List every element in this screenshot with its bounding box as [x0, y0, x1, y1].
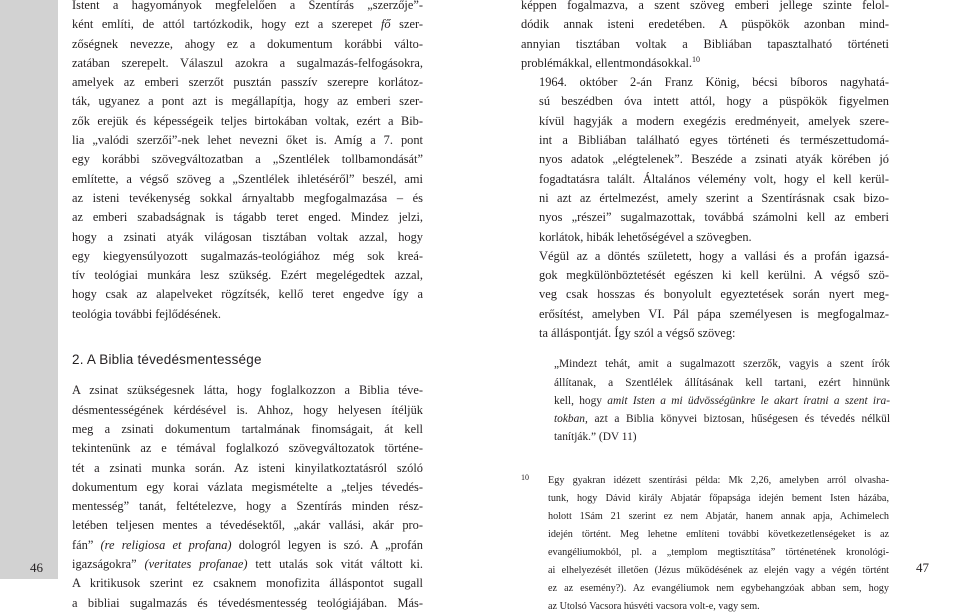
text-line: dokumentum egy korai vázlata megismételte a „teljes tévedés-: [72, 479, 423, 494]
text-line: hogy csak az alapelveket rögzítsék, kellő teret engedve így a: [72, 287, 423, 302]
text-line: [72, 555, 423, 574]
text-line: meg a zsinati dokumentum tartalmának finomságait, át kell: [72, 421, 423, 436]
text-line-part: igazságokra”: [72, 557, 145, 572]
footnote-body: [548, 472, 889, 616]
text-line: ni azt az értelmezést, amely szerint a Szentírásnak csak bizo-: [539, 190, 889, 205]
text-line: egy korábbi szövegváltozatban a „Szentlélek tollbamondását”: [72, 152, 423, 167]
text-line: tív teológiai munkára lesz szükség. Ezért megelégedtek azzal,: [72, 268, 423, 283]
text-line: dódik annak isteni eredetében. A püspökök azonban mind-: [521, 17, 889, 32]
text-line-part: problémákkal, ellentmondásokkal.: [521, 55, 693, 70]
text-line: korlátok, hibák lehetőségével a szövegben.: [539, 229, 752, 244]
quote-line: [554, 410, 890, 428]
text-line: említette, a végső szöveg a „Szentlélek ihletéséről” beszél, ami: [72, 171, 423, 186]
text-line: az isteni tevékenység sokkal árnyaltabb megfogalmazása – és: [72, 190, 423, 205]
text-line: fogadtatásra talált. Általános vélemény volt, hogy el kell kerül-: [539, 171, 889, 186]
text-line: [72, 15, 423, 34]
text-line: Végül az a döntés született, hogy a vallási és a profán igazsá-: [539, 248, 889, 263]
italic-word: fő: [380, 17, 391, 32]
text-line: lia „valódi szerzői”-nek lehet nevezni őket is. Amíg a 7. pont: [72, 133, 423, 148]
text-line: zatában szerepelt. Válaszul azokra a sugalmazás-felfogásokra,: [72, 55, 423, 70]
footnote-line: ai elhelyezését illetően (Jézus működésének az elején vagy a végén történt: [548, 565, 889, 577]
text-line: az emberi szabadságnak is tágabb teret enged. Mindez jelzi,: [72, 210, 423, 225]
text-line: int a Bibliában található egyes történeti és természettudomá-: [539, 133, 889, 148]
text-line-part: fán”: [72, 537, 101, 552]
text-line: a bibliai sugalmazás és tévedésmentesség teológiájában. Más-: [72, 595, 423, 610]
left-page: [0, 0, 479, 610]
page-number-right: 47: [916, 560, 929, 575]
paragraph-konig: [521, 73, 889, 247]
text-line-part: ként említi, de attól tartózkodik, hogy ezt a szerepet: [72, 17, 381, 32]
text-line: hogy a zsinati atyák világosan tisztában voltak azzal, hogy: [72, 229, 423, 244]
text-line: erősítést, amelyben VI. Pál pápa személyesen is megfogalmaz-: [539, 306, 889, 321]
text-line-part: szer-: [390, 17, 423, 32]
footnote-line: az Utolsó Vacsora húsvéti vacsora volt-e, vagy sem.: [548, 601, 760, 613]
footnote-line: idején történt. Meg lehetne említeni további következetlenségeket is az: [548, 529, 889, 541]
footnote-reference[interactable]: 10: [692, 54, 701, 64]
italic-phrase: tokban,: [554, 412, 588, 425]
footnote: [521, 472, 889, 616]
text-line: képpen fogalmazva, a szent szöveg emberi jellege szinte felol-: [521, 0, 889, 12]
quote-line: „Mindezt tehát, amit a sugalmazott szerzők, vagyis a szent írók: [554, 358, 890, 371]
text-line: sú beszédben óva intett attól, hogy a püspökök figyelmen: [539, 94, 889, 109]
text-line: egy kiegyensúlyozott sugalmazás-teológiához még sok kreá-: [72, 248, 423, 263]
right-column: [521, 0, 889, 616]
text-line: zőségnek nevezze, ahogy ez a dokumentum korábbi válto-: [72, 36, 423, 51]
text-line: A zsinat szükségesnek látta, hogy foglalkozzon a Biblia téve-: [72, 383, 423, 398]
italic-phrase: amit Isten a mi üdvösségünkre le akart íratni a szent ira-: [607, 394, 890, 407]
paragraph-dontes: [521, 247, 889, 343]
footnote-line: holott 1Sám 21 szerint ez nem Abjatár, hanem annak apja, Achimelech: [548, 511, 889, 523]
text-line: veg csak hosszas és bonyolult egyeztetések során nyert meg-: [539, 287, 889, 302]
text-line-part: azt a Biblia könyvei biztosan, hűségesen és tévedés nélkül: [587, 412, 890, 425]
paragraph-zsinat: [72, 381, 423, 613]
text-line: nyos „részei” sugalmazottak, továbbá számolni kell az emberi: [539, 210, 889, 225]
quote-line: [554, 392, 890, 410]
quote-line: állítanak, a Szentlélek állításának kell tartani, ezért hinnünk: [554, 376, 890, 389]
text-line: tét a zsinati munka során. Az isteni kinyilatkoztatásról szóló: [72, 460, 423, 475]
text-line: 1964. október 2-án Franz König, bécsi bíboros nagyhatá-: [539, 75, 889, 90]
italic-phrase: (re religiosa et profana): [100, 537, 232, 552]
text-line: tekintenünk az e témával foglalkozó szövegváltozatok történe-: [72, 441, 423, 456]
italic-phrase: (veritates profanae): [144, 557, 248, 572]
text-line: annyian tisztában voltak a Bibliában tapasztalható történeti: [521, 36, 889, 51]
text-line: kívül hagyják a modern exegézis eredményeit, amelyek szere-: [539, 113, 889, 128]
block-quote: [554, 355, 890, 446]
text-line: ta álláspontját. Így szól a végső szöveg:: [539, 326, 736, 341]
text-line: désmentességének kérdésével is. Ahhoz, hogy helyesen ítéljük: [72, 402, 423, 417]
text-line: amelyek az emberi szerzőt pusztán passzív szerepre korlátoz-: [72, 75, 423, 90]
text-line: mentesség” tanát, feltételezve, hogy a Szentírás minden rész-: [72, 499, 423, 514]
footnote-number: 10: [521, 473, 529, 483]
left-column: [72, 0, 423, 613]
footnote-line: ez az esemény?). Az evangéliumok nem egybehangzóak abban sem, hogy: [548, 583, 889, 595]
text-line: A kritikusok szerint ez csaknem monofizita álláspontot sugall: [72, 576, 423, 591]
footnote-line: tunk, hogy Dávid király Abjatár főpapsága idején bement Isten házába,: [548, 493, 889, 505]
text-line: nyos adatok „elégtelenek”. Beszéde a zsinati atyák körében jó: [539, 152, 889, 167]
text-line-part: dologról legyen is szó. A „profán: [231, 537, 423, 552]
paragraph-continuation: [521, 0, 889, 73]
page-number-left: 46: [30, 560, 43, 575]
text-line-part: tett utalás sok vitát váltott ki.: [247, 557, 423, 572]
text-line: teológia további fejlődésének.: [72, 306, 221, 321]
text-line: letében teljesen mentes a tévedésektől, „akár vallási, akár pro-: [72, 518, 423, 533]
quote-line: tanítják.” (DV 11): [554, 431, 637, 444]
footnote-line: Egy gyakran idézett szentírási példa: Mk 2,26, amelyben arról olvasha-: [548, 475, 889, 487]
text-line: Istent a hagyományok megfelelően a Szentírás „szerzője”-: [72, 0, 423, 12]
footnote-line: evangéliumokból, pl. a „templom megtisztítása” történetének kronológi-: [548, 547, 889, 559]
section-heading: 2. A Biblia tévedésmentessége: [72, 352, 262, 368]
paragraph-istent: [72, 0, 423, 324]
text-line: zők erejük és képességeik teljes birtokában voltak, ezért a Bib-: [72, 113, 423, 128]
text-line: ták, ugyanez a pont azt is megállapítja, hogy az emberi szer-: [72, 94, 423, 109]
text-line: [521, 54, 889, 73]
text-line-part: kell, hogy: [554, 394, 608, 407]
text-line: gok megkülönböztetését egészen ki kell kerülni. A végső szö-: [539, 268, 889, 283]
text-line: [72, 536, 423, 555]
gray-margin-bar: [0, 0, 58, 579]
